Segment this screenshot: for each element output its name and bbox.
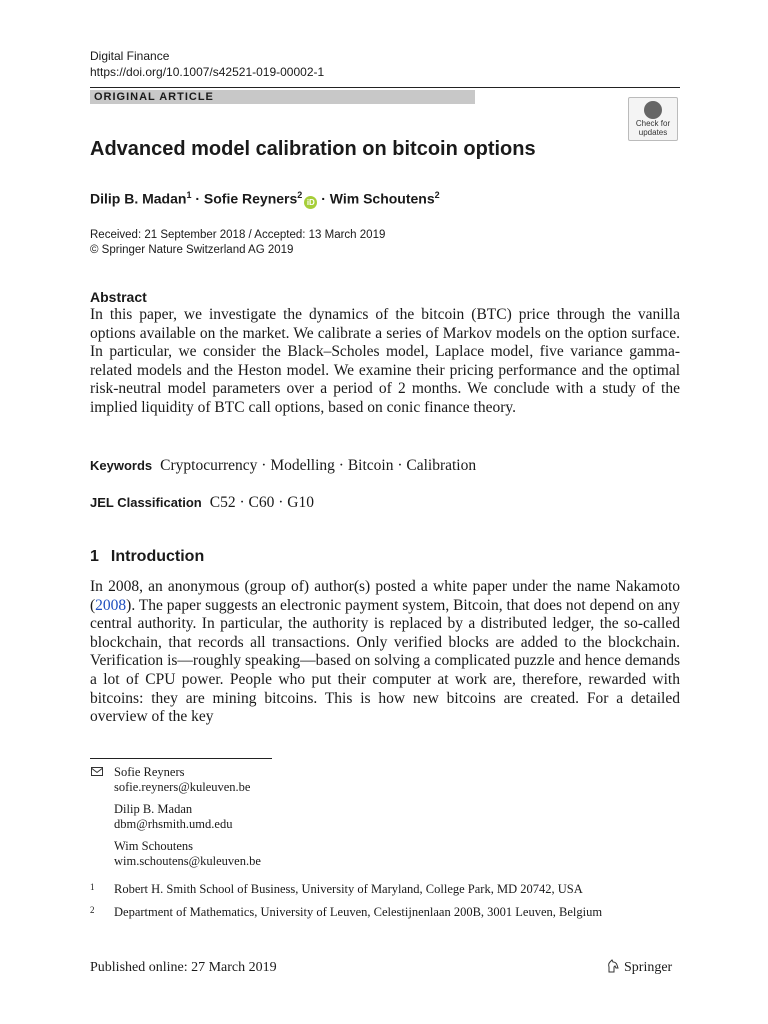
author-affiliation: 2 bbox=[434, 190, 440, 200]
section-title: Introduction bbox=[110, 548, 205, 565]
header-rule bbox=[90, 87, 680, 88]
jel-line bbox=[90, 493, 314, 512]
contact-email[interactable]: sofie.reyners@kuleuven.be bbox=[114, 780, 251, 794]
contact-email[interactable]: dbm@rhsmith.umd.edu bbox=[114, 817, 233, 831]
affiliation-number: 2 bbox=[90, 905, 95, 915]
author-affiliation: 2 bbox=[297, 190, 303, 200]
author-separator: · bbox=[191, 190, 204, 207]
envelope-icon bbox=[91, 767, 103, 776]
jel-value: C52 · C60 · G10 bbox=[209, 494, 314, 511]
affiliation-text: Robert H. Smith School of Business, University of Maryland, College Park, MD 20742, USA bbox=[114, 882, 583, 896]
citation-link[interactable]: 2008 bbox=[95, 596, 127, 614]
section-heading-introduction bbox=[90, 547, 204, 567]
author-list bbox=[90, 185, 440, 209]
copyright-line: © Springer Nature Switzerland AG 2019 bbox=[90, 244, 294, 256]
orcid-icon[interactable]: iD bbox=[304, 196, 317, 209]
affiliation-number: 1 bbox=[90, 882, 95, 892]
check-badge-line1: Check for bbox=[635, 119, 671, 128]
author-affiliation: 1 bbox=[186, 190, 192, 200]
author-name[interactable]: Sofie Reyners bbox=[203, 190, 298, 207]
introduction-text bbox=[90, 578, 680, 727]
intro-text-start: In 2008, an anonymous (group of) author(s) posted a white paper under the name Nakamoto ( bbox=[90, 578, 680, 614]
springer-horse-icon bbox=[606, 959, 620, 973]
author-name[interactable]: Wim Schoutens bbox=[329, 190, 435, 207]
contact-name: Wim Schoutens bbox=[114, 839, 194, 853]
abstract-text: In this paper, we investigate the dynamics of the bitcoin (BTC) price through the vanilla options available on the market. We calibrate a series of Markov models on the option surface. In particular, we consider the Black–Scholes model, Laplace model, five variance gamma-related models and the Heston model. We examine their pricing performance and the optimal risk-neutral model parameters over a period of 2 months. We conclude with a study of the implied liquidity of BTC call options, based on conic finance theory. bbox=[90, 306, 680, 416]
contact-name: Dilip B. Madan bbox=[114, 802, 193, 816]
affiliation-text: Department of Mathematics, University of Leuven, Celestijnenlaan 200B, 3001 Leuven, Belgium bbox=[114, 905, 603, 919]
published-online: Published online: 27 March 2019 bbox=[90, 960, 277, 975]
check-badge-line2: updates bbox=[638, 128, 668, 137]
journal-name: Digital Finance bbox=[90, 49, 170, 63]
keywords-line bbox=[90, 456, 476, 475]
contact-name: Sofie Reyners bbox=[114, 765, 185, 779]
intro-text-rest: ). The paper suggests an electronic payment system, Bitcoin, that does not depend on any central authority. In particular, the authority is replaced by a distributed ledger, the so-called blockchain, that records all transactions. Only verified blocks are added to the blockchain. Verification is—roughly speaking—based on solving a complicated puzzle and hence demands a lot of CPU power. People who put their computer at work are, therefore, rewarded with bitcoins: they are mining bitcoins. This is how new bitcoins are created. For a detailed overview of the key bbox=[90, 596, 680, 726]
doi-link[interactable]: https://doi.org/10.1007/s42521-019-00002-1 bbox=[90, 65, 325, 79]
received-accepted-dates: Received: 21 September 2018 / Accepted: 13 March 2019 bbox=[90, 229, 386, 241]
author-separator: · bbox=[317, 190, 330, 207]
contact-email[interactable]: wim.schoutens@kuleuven.be bbox=[114, 854, 261, 868]
publisher-logo bbox=[606, 959, 672, 977]
keywords-value: Cryptocurrency · Modelling · Bitcoin · Calibration bbox=[160, 457, 477, 474]
footnote-rule bbox=[90, 758, 272, 759]
publisher-name: Springer bbox=[624, 960, 673, 975]
author-name[interactable]: Dilip B. Madan bbox=[90, 190, 187, 207]
check-for-updates-circle bbox=[644, 101, 662, 119]
keywords-label: Keywords bbox=[90, 458, 153, 473]
abstract-heading: Abstract bbox=[90, 289, 147, 305]
check-for-updates-icon[interactable] bbox=[628, 97, 678, 141]
article-type-banner: ORIGINAL ARTICLE bbox=[90, 90, 475, 104]
paper-title: Advanced model calibration on bitcoin options bbox=[90, 138, 536, 160]
jel-label: JEL Classification bbox=[90, 495, 202, 510]
section-number: 1 bbox=[90, 548, 99, 565]
